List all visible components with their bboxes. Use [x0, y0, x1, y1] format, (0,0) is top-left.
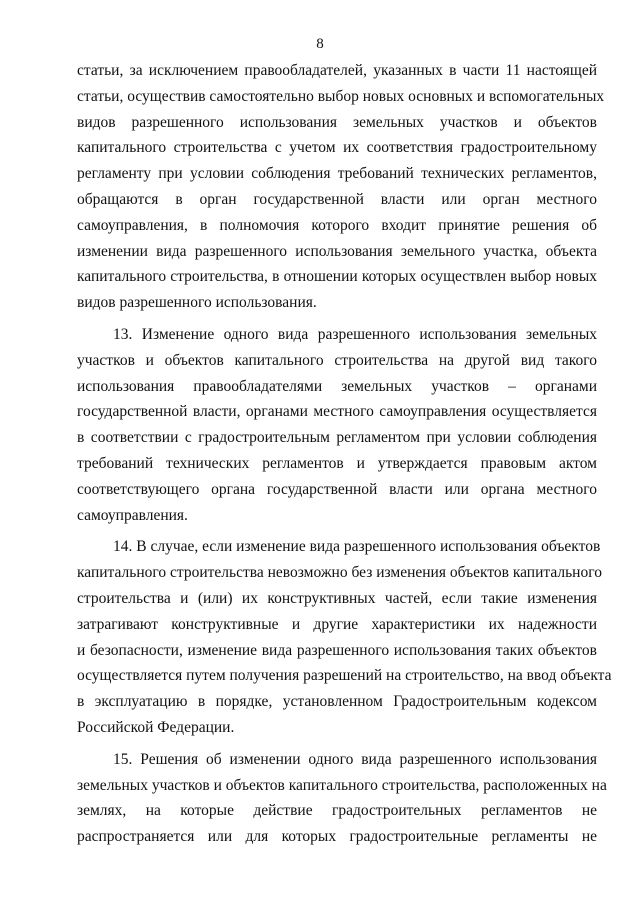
- text-line: осуществляется путем получения разрешений на строительство, на ввод объекта: [77, 667, 612, 685]
- text-line: видов разрешенного использования.: [77, 294, 317, 312]
- paragraph-continuation: [77, 58, 605, 316]
- text-line: в эксплуатацию в порядке, установленном Градостроительным кодексом: [77, 693, 597, 711]
- page-number: 8: [316, 36, 324, 52]
- text-line: 14. В случае, если изменение вида разрешенного использования объектов: [113, 538, 601, 556]
- text-line: распространяется или для которых градостроительные регламенты не: [77, 828, 597, 846]
- text-line: государственной власти, органами местного самоуправления осуществляется: [77, 403, 597, 421]
- text-line: 13. Изменение одного вида разрешенного использования земельных: [113, 325, 597, 343]
- text-line: статьи, осуществив самостоятельно выбор новых основных и вспомогательных: [77, 87, 605, 105]
- text-line: Российской Федерации.: [77, 718, 235, 736]
- text-line: самоуправления, в полномочия которого входит принятие решения об: [77, 216, 597, 234]
- text-line: и безопасности, изменение вида разрешенного использования таких объектов: [77, 641, 597, 659]
- text-line: в соответствии с градостроительным регламентом при условии соблюдения: [77, 429, 597, 447]
- text-line: капитального строительства, в отношении которых осуществлен выбор новых: [77, 268, 597, 286]
- paragraph-13: [77, 322, 597, 528]
- text-line: обращаются в орган государственной власти или орган местного: [77, 190, 597, 208]
- text-line: земельных участков и объектов капитального строительства, расположенных на: [77, 776, 607, 794]
- text-line: изменении вида разрешенного использования земельного участка, объекта: [77, 242, 597, 260]
- text-line: требований технических регламентов и утверждается правовым актом: [77, 454, 597, 472]
- text-line: статьи, за исключением правообладателей, указанных в части 11 настоящей: [77, 62, 597, 79]
- paragraph-14: [77, 534, 612, 740]
- text-line: капитального строительства невозможно без изменения объектов капитального: [77, 564, 602, 582]
- text-line: землях, на которые действие градостроительных регламентов не: [77, 802, 597, 820]
- text-line: капитального строительства с учетом их соответствия градостроительному: [77, 139, 597, 157]
- text-line: затрагивают конструктивные и другие характеристики их надежности: [77, 615, 597, 633]
- text-line: регламенту при условии соблюдения требований технических регламентов,: [77, 165, 597, 183]
- paragraph-15: [77, 747, 607, 850]
- text-line: соответствующего органа государственной власти или органа местного: [77, 480, 597, 498]
- text-line: использования правообладателями земельных участков – органами: [77, 377, 597, 395]
- text-line: самоуправления.: [77, 506, 188, 524]
- text-line: участков и объектов капитального строительства на другой вид такого: [77, 351, 597, 369]
- text-line: 15. Решения об изменении одного вида разрешенного использования: [113, 750, 597, 768]
- text-line: видов разрешенного использования земельных участков и объектов: [77, 113, 597, 131]
- text-line: строительства и (или) их конструктивных частей, если такие изменения: [77, 589, 597, 607]
- document-body: [77, 58, 612, 850]
